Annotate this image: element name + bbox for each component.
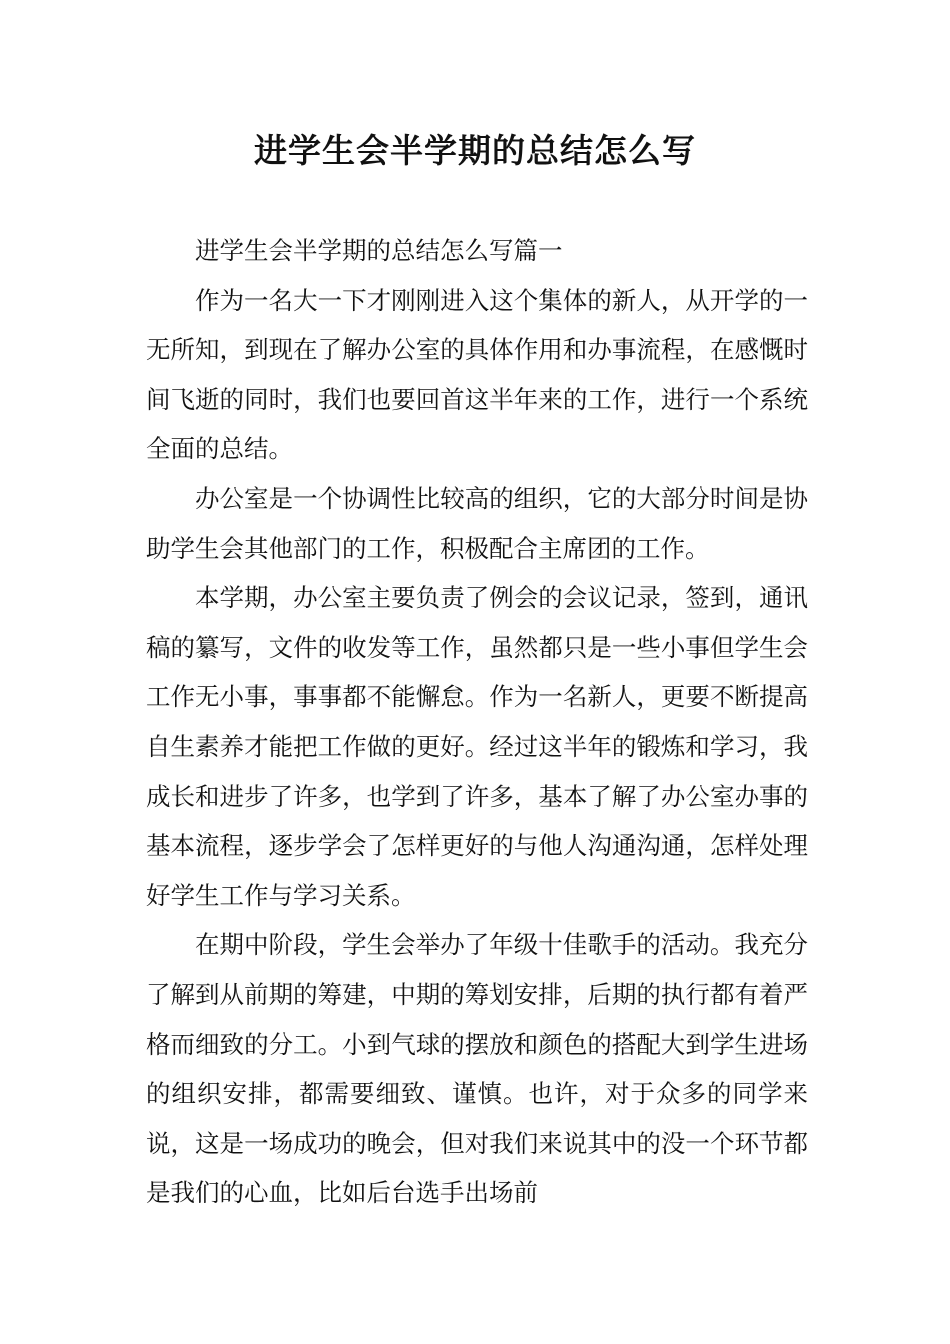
paragraph-1: 作为一名大一下才刚刚进入这个集体的新人，从开学的一无所知，到现在了解办公室的具体作用和办事流程，在感慨时间飞逝的同时，我们也要回首这半年来的工作，进行一个系统全面的总结。 xyxy=(146,285,808,464)
document-title: 进学生会半学期的总结怎么写 xyxy=(254,131,696,170)
paragraph-3: 本学期，办公室主要负责了例会的会议记录，签到，通讯稿的纂写，文件的收发等工作，虽然都只是一些小事但学生会工作无小事，事事都不能懈怠。作为一名新人，更要不断提高自生素养才能把工作做的更好。经过这半年的锻炼和学习，我成长和进步了许多，也学到了许多，基本了解了办公室办事的基本流程，逐步学会了怎样更好的与他人沟通沟通，怎样处理好学生工作与学习关系。 xyxy=(146,583,808,910)
paragraph-2: 办公室是一个协调性比较高的组织，它的大部分时间是协助学生会其他部门的工作，积极配合主席团的工作。 xyxy=(146,483,808,563)
paragraph-4: 在期中阶段，学生会举办了年级十佳歌手的活动。我充分了解到从前期的筹建，中期的筹划安排，后期的执行都有着严格而细致的分工。小到气球的摆放和颜色的搭配大到学生进场的组织安排，都需要细致、谨慎。也许，对于众多的同学来说，这是一场成功的晚会，但对我们来说其中的没一个环节都是我们的心血，比如后台选手出场前 xyxy=(146,930,808,1208)
document-body xyxy=(146,226,808,1218)
section-heading: 进学生会半学期的总结怎么写篇一 xyxy=(195,236,563,265)
